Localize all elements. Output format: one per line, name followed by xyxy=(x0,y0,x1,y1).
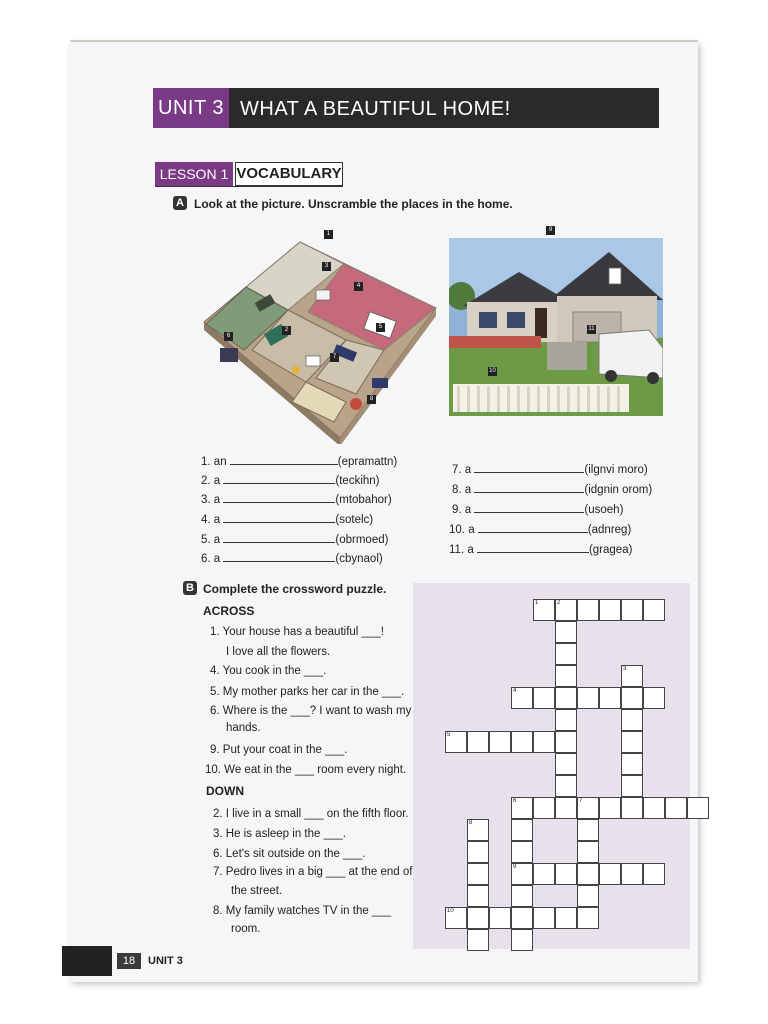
crossword-cell[interactable] xyxy=(577,907,599,929)
crossword-cell[interactable] xyxy=(467,731,489,753)
vocab-item-1: 1. an (epramattn) xyxy=(201,456,398,468)
crossword-cell[interactable] xyxy=(621,599,643,621)
crossword-clue-number: 8 xyxy=(469,820,473,826)
crossword-clue-number: 6 xyxy=(513,798,517,804)
crossword-cell[interactable] xyxy=(467,907,489,929)
crossword-cell[interactable] xyxy=(555,731,577,753)
section-a-instruction: Look at the picture. Unscramble the places in the home. xyxy=(194,197,513,211)
badge-4: 4 xyxy=(354,282,363,291)
vocab-item-2: 2. a (teckihn) xyxy=(201,475,380,487)
crossword-cell[interactable] xyxy=(665,797,687,819)
crossword-cell[interactable] xyxy=(511,819,533,841)
crossword-cell[interactable] xyxy=(599,687,621,709)
crossword-cell[interactable] xyxy=(577,819,599,841)
crossword-cell[interactable] xyxy=(511,731,533,753)
crossword-cell[interactable] xyxy=(467,841,489,863)
vocab-item-10: 10. a (adnreg) xyxy=(449,524,632,536)
crossword-cell[interactable] xyxy=(533,863,555,885)
crossword-cell[interactable] xyxy=(643,863,665,885)
crossword-cell[interactable] xyxy=(577,885,599,907)
section-b-instruction: Complete the crossword puzzle. xyxy=(203,582,387,596)
footer-tab xyxy=(62,946,112,976)
crossword-cell[interactable] xyxy=(555,863,577,885)
crossword-cell[interactable] xyxy=(577,599,599,621)
badge-1: 1 xyxy=(324,230,333,239)
crossword-cell[interactable] xyxy=(577,687,599,709)
crossword-cell[interactable] xyxy=(621,709,643,731)
clue-down-3: 3. He is asleep in the ___. xyxy=(213,828,346,840)
crossword-clue-number: 9 xyxy=(513,864,517,870)
crossword-cell[interactable] xyxy=(533,731,555,753)
lesson-underline xyxy=(155,186,343,187)
crossword-cell[interactable] xyxy=(555,775,577,797)
badge-8: 8 xyxy=(367,395,376,404)
crossword-cell[interactable] xyxy=(555,907,577,929)
crossword-clue-number: 1 xyxy=(535,600,539,606)
house-illustration xyxy=(449,238,663,416)
badge-2: 2 xyxy=(282,326,291,335)
crossword-clue-number: 2 xyxy=(557,600,561,606)
clue-down-8-cont: room. xyxy=(231,923,261,935)
badge-3: 3 xyxy=(322,262,331,271)
clue-across-4: 4. You cook in the ___. xyxy=(210,665,327,677)
crossword-cell[interactable] xyxy=(533,687,555,709)
crossword-cell[interactable] xyxy=(555,709,577,731)
vocab-item-7: 7. a (ilgnvi moro) xyxy=(452,464,648,476)
badge-6: 6 xyxy=(224,332,233,341)
footer-unit-label: UNIT 3 xyxy=(148,955,183,967)
crossword-cell[interactable] xyxy=(467,929,489,951)
clue-down-2: 2. I live in a small ___ on the fifth floor. xyxy=(213,808,409,820)
crossword-cell[interactable] xyxy=(577,863,599,885)
vocab-item-6: 6. a (cbynaol) xyxy=(201,553,383,565)
lesson-name: VOCABULARY xyxy=(235,162,343,186)
section-b-letter: B xyxy=(183,581,197,595)
vocab-item-3: 3. a (mtobahor) xyxy=(201,494,392,506)
crossword-cell[interactable] xyxy=(599,797,621,819)
crossword-cell[interactable] xyxy=(621,863,643,885)
badge-7: 7 xyxy=(330,353,339,362)
page-number: 18 xyxy=(117,953,141,969)
badge-10: 10 xyxy=(489,368,496,374)
badge-5: 5 xyxy=(376,323,385,332)
crossword-cell[interactable] xyxy=(621,775,643,797)
crossword-cell[interactable] xyxy=(621,753,643,775)
crossword-area xyxy=(413,583,690,949)
crossword-clue-number: 4 xyxy=(513,688,517,694)
crossword-cell[interactable] xyxy=(489,907,511,929)
clue-across-1: 1. Your house has a beautiful ___! xyxy=(210,626,384,638)
crossword-cell[interactable] xyxy=(555,797,577,819)
crossword-cell[interactable] xyxy=(467,863,489,885)
vocab-item-9: 9. a (usoeh) xyxy=(452,504,624,516)
crossword-cell[interactable] xyxy=(511,841,533,863)
crossword-cell[interactable] xyxy=(599,863,621,885)
badge-9: 9 xyxy=(546,226,555,235)
clue-across-5: 5. My mother parks her car in the ___. xyxy=(210,686,405,698)
crossword-cell[interactable] xyxy=(489,731,511,753)
crossword-cell[interactable] xyxy=(533,797,555,819)
crossword-clue-number: 10 xyxy=(447,908,454,914)
clue-across-10: 10. We eat in the ___ room every night. xyxy=(205,764,407,776)
crossword-cell[interactable] xyxy=(555,687,577,709)
crossword-cell[interactable] xyxy=(621,797,643,819)
crossword-clue-number: 3 xyxy=(623,666,627,672)
clue-across-1-cont: I love all the flowers. xyxy=(226,646,331,658)
clue-down-8: 8. My family watches TV in the ___ xyxy=(213,905,392,917)
crossword-cell[interactable] xyxy=(621,731,643,753)
lesson-tag: LESSON 1 xyxy=(155,162,233,186)
crossword-clue-number: 5 xyxy=(447,732,451,738)
clue-across-6-cont: hands. xyxy=(226,722,261,734)
crossword-cell[interactable] xyxy=(511,907,533,929)
crossword-cell[interactable] xyxy=(643,599,665,621)
clue-down-7-cont: the street. xyxy=(231,885,283,897)
badge-11: 11 xyxy=(588,326,595,332)
crossword-cell[interactable] xyxy=(687,797,709,819)
crossword-cell[interactable] xyxy=(599,599,621,621)
vocab-item-5: 5. a (obrmoed) xyxy=(201,534,389,546)
unit-tag: UNIT 3 xyxy=(153,88,229,128)
crossword-cell[interactable] xyxy=(511,929,533,951)
clue-across-9: 9. Put your coat in the ___. xyxy=(210,744,348,756)
crossword-cell[interactable] xyxy=(555,643,577,665)
unit-title: WHAT A BEAUTIFUL HOME! xyxy=(240,98,511,120)
across-title: ACROSS xyxy=(203,604,255,618)
crossword-cell[interactable] xyxy=(467,885,489,907)
crossword-cell[interactable] xyxy=(643,687,665,709)
clue-down-7: 7. Pedro lives in a big ___ at the end of xyxy=(213,866,413,878)
crossword-cell[interactable] xyxy=(511,885,533,907)
clue-across-6: 6. Where is the ___? I want to wash my xyxy=(210,705,412,717)
vocab-item-4: 4. a (sotelc) xyxy=(201,514,374,526)
down-title: DOWN xyxy=(206,784,244,798)
vocab-item-8: 8. a (idgnin orom) xyxy=(452,484,653,496)
crossword-cell[interactable] xyxy=(533,907,555,929)
crossword-cell[interactable] xyxy=(621,687,643,709)
crossword-cell[interactable] xyxy=(577,841,599,863)
vocab-item-11: 11. a (gragea) xyxy=(449,544,633,556)
crossword-cell[interactable] xyxy=(555,621,577,643)
clue-down-6: 6. Let's sit outside on the ___. xyxy=(213,848,366,860)
crossword-cell[interactable] xyxy=(555,753,577,775)
section-a-letter: A xyxy=(173,196,187,210)
crossword-cell[interactable] xyxy=(555,665,577,687)
crossword-cell[interactable] xyxy=(643,797,665,819)
crossword-clue-number: 7 xyxy=(579,798,583,804)
